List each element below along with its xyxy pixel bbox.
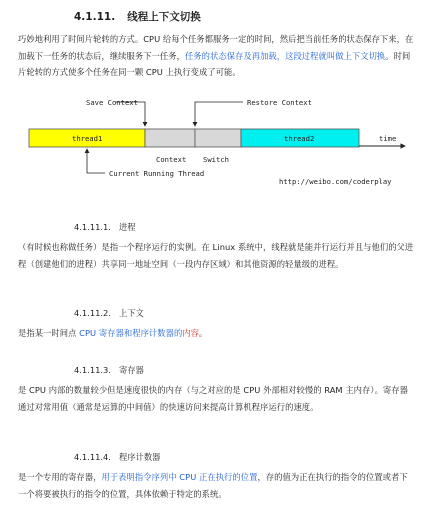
context-highlight: CPU 寄存器和程序计数器的: [79, 328, 183, 338]
subsection-number: 4.1.11.3.: [74, 365, 111, 375]
subsection-heading-pc: [74, 451, 160, 463]
thread1-label: thread1: [72, 134, 103, 143]
switch-label: Switch: [203, 155, 229, 164]
restore-segment: [195, 129, 241, 147]
pc-text-prefix: 是一个专用的寄存器，: [18, 472, 102, 482]
subsection-number: 4.1.11.4.: [74, 452, 111, 462]
section-number: 4.1.11.: [74, 11, 116, 23]
subsection-title: 上下文: [118, 308, 144, 318]
register-paragraph: 是 CPU 内部的数量较少但是速度很快的内存（与之对应的是 CPU 外部相对较慢的 RAM 主内存）。寄存器通过对常用值（通常是运算的中间值）的快速访问来提高计算机程序运行的速度。: [18, 385, 408, 412]
context-label: Context: [156, 155, 187, 164]
context-text-prefix: 是指某一时间点: [18, 328, 80, 338]
subsection-title: 进程: [118, 222, 136, 232]
section-title: 线程上下文切换: [127, 11, 201, 23]
intro-highlight: 任务的状态保存及再加载，这段过程就叫做上下文切换: [184, 50, 386, 61]
program-counter-paragraph: [18, 469, 416, 502]
pc-highlight: 用于表明指令序列中 CPU 正在执行的位置: [101, 472, 258, 482]
thread2-label: thread2: [284, 134, 315, 143]
current-thread-arrow: [87, 149, 105, 173]
subsection-heading-process: [74, 221, 136, 233]
process-paragraph: （有时候也称做任务）是指一个程序运行的实例。在 Linux 系统中，线程就是能并行运行并且与他们的父进程（创建他们的进程）共享同一地址空间（一段内存区域）和其他资源的轻量级的进程。: [18, 242, 414, 269]
context-text-suffix: 。: [199, 328, 208, 338]
restore-context-arrow: [195, 102, 243, 126]
subsection-number: 4.1.11.1.: [74, 222, 111, 232]
intro-paragraph: [18, 31, 416, 81]
intro-text-1: 巧妙地利用了时间片轮转的方式。CPU 给每个任务都服务一定的时间，然后把当前任务的状态保存下来，在加载下一任务的状态后，继续服务下一任务，: [18, 34, 414, 61]
current-running-label: Current Running Thread: [109, 169, 205, 178]
subsection-heading-context: [74, 307, 144, 319]
save-context-label: Save Context: [86, 98, 138, 107]
subsection-title: 寄存器: [118, 365, 144, 375]
section-heading: [74, 9, 201, 24]
restore-context-label: Restore Context: [247, 98, 312, 107]
pc-text-suffix: ，存的值为正在执行的指令的位置或者下一个将要被执行的指令的位置，具体依赖于特定的系统。: [18, 472, 408, 499]
time-label: time: [379, 134, 397, 143]
intro-text-2: 。时间片轮转的方式使多个任务在同一颗 CPU 上执行变成了可能。: [18, 50, 411, 77]
save-segment: [145, 129, 195, 147]
subsection-number: 4.1.11.2.: [74, 308, 111, 318]
context-switch-figure: [25, 88, 410, 193]
subsection-heading-register: [74, 364, 144, 376]
subsection-title: 程序计数器: [118, 452, 161, 462]
context-paragraph: [18, 325, 416, 342]
context-red-text: 内容: [182, 328, 200, 338]
figure-source: http://weibo.com/coderplay: [279, 177, 392, 186]
